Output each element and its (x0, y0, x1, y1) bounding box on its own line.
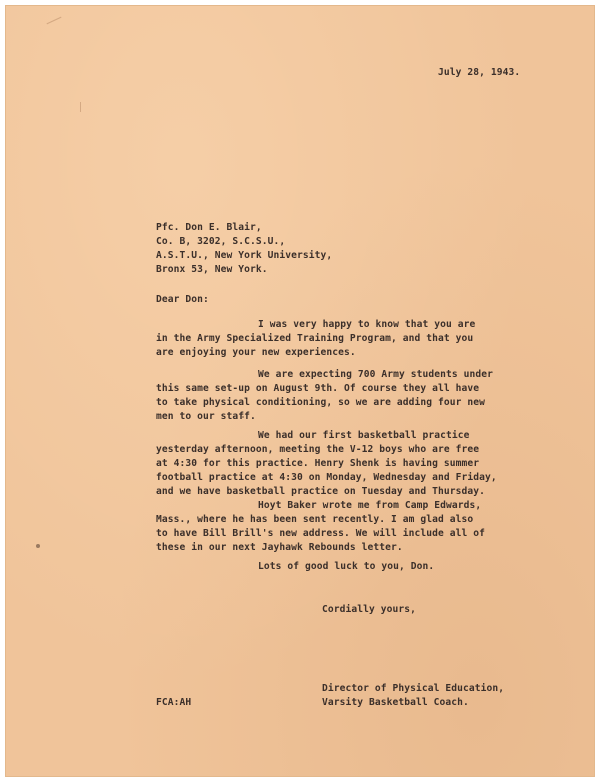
letter-page (6, 6, 594, 776)
paragraph-3-line: at 4:30 for this practice. Henry Shenk is having summer (156, 458, 480, 469)
paragraph-4-line: Hoyt Baker wrote me from Camp Edwards, (258, 500, 482, 511)
paragraph-3-line: We had our first basketball practice (258, 430, 470, 441)
paragraph-4-line: to have Bill Brill's new address. We will include all of (156, 528, 486, 539)
paragraph-2-line: men to our staff. (156, 411, 256, 422)
paper-mark (47, 17, 62, 25)
paragraph-3-line: and we have basketball practice on Tuesday and Thursday. (156, 486, 486, 497)
paragraph-1-line: in the Army Specialized Training Program, and that you (156, 333, 474, 344)
recipient-address-line: A.S.T.U., New York University, (156, 250, 333, 261)
paragraph-1-line: I was very happy to know that you are (258, 319, 476, 330)
paper-speck (36, 544, 40, 548)
signature-title-1: Director of Physical Education, (322, 683, 505, 694)
complimentary-close: Cordially yours, (322, 604, 417, 615)
paper-mark (80, 102, 81, 112)
closing-line: Lots of good luck to you, Don. (258, 561, 435, 572)
signature-title-2: Varsity Basketball Coach. (322, 697, 469, 708)
salutation: Dear Don: (156, 294, 209, 305)
recipient-address-line: Bronx 53, New York. (156, 264, 268, 275)
paragraph-3-line: football practice at 4:30 on Monday, Wednesday and Friday, (156, 472, 497, 483)
paragraph-1-line: are enjoying your new experiences. (156, 347, 356, 358)
reference-initials: FCA:AH (156, 697, 192, 708)
paragraph-2-line: this same set-up on August 9th. Of course they all have (156, 383, 480, 394)
paragraph-2-line: We are expecting 700 Army students under (258, 369, 494, 380)
letter-date: July 28, 1943. (438, 67, 521, 78)
recipient-address-line: Co. B, 3202, S.C.S.U., (156, 236, 286, 247)
paragraph-4-line: Mass., where he has been sent recently. I am glad also (156, 514, 474, 525)
paragraph-2-line: to take physical conditioning, so we are adding four new (156, 397, 486, 408)
paragraph-3-line: yesterday afternoon, meeting the V-12 boys who are free (156, 444, 480, 455)
recipient-name: Pfc. Don E. Blair, (156, 222, 262, 233)
paragraph-4-line: these in our next Jayhawk Rebounds letter. (156, 542, 403, 553)
